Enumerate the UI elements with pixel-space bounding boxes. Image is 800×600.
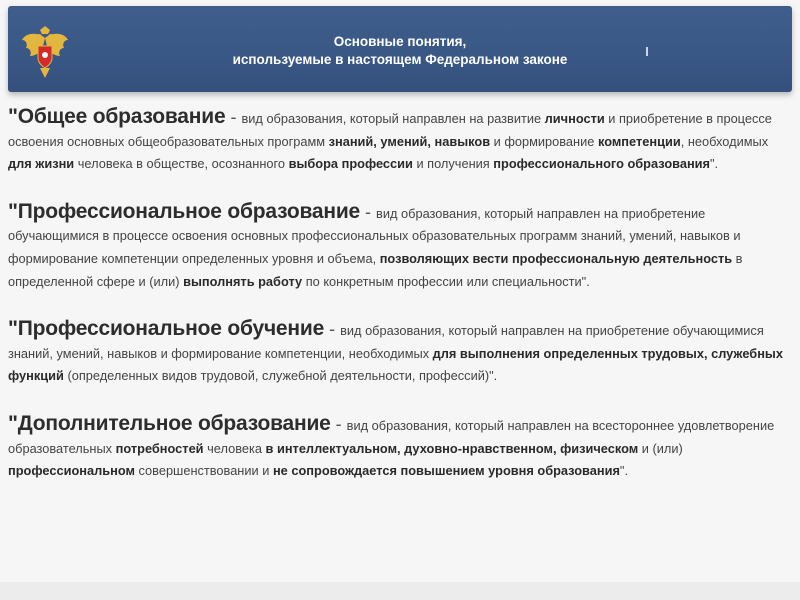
emphasized-text: в интеллектуальном, духовно-нравственном, физическом — [265, 440, 639, 456]
emphasized-text: позволяющих вести профессиональную деятельность — [379, 250, 733, 266]
definition-dash: - — [324, 319, 341, 340]
header-mark — [646, 47, 648, 56]
definition-text: (определенных видов трудовой, служебной деятельности, профессий)". — [63, 368, 498, 384]
emphasized-text: для выполнения определенных трудовых, служебных функций — [8, 345, 783, 384]
definition-text: , необходимых — [680, 133, 769, 149]
bottom-strip — [0, 582, 800, 600]
definition-text: ". — [710, 156, 719, 172]
emphasized-text: потребностей — [115, 440, 204, 456]
definition-text: и (или) — [638, 440, 683, 456]
emphasized-text: профессиональном — [8, 463, 135, 479]
definition-term: "Профессиональное образование — [8, 199, 361, 223]
definition-paragraph — [8, 201, 792, 293]
definition-dash: - — [330, 413, 347, 434]
russian-coat-of-arms-icon — [20, 26, 70, 78]
definition-dash: - — [360, 201, 377, 222]
definition-text: вид образования, который направлен на приобретение обучающимися знаний, умений, навыков и формирование компетенции, необходимых — [8, 323, 764, 361]
definition-text: по конкретным профессии или специальности". — [302, 273, 590, 289]
emphasized-text: знаний, умений, навыков — [328, 133, 491, 149]
definitions-list — [8, 106, 792, 483]
emphasized-text: выбора профессии — [288, 156, 413, 172]
definition-text: в определенной сфере и (или) — [8, 250, 743, 289]
definition-text: вид образования, который направлен на развитие — [241, 111, 545, 126]
definition-text: человека в обществе, осознанного — [74, 156, 289, 172]
definition-term: "Профессиональное обучение — [8, 317, 325, 341]
definition-text: вид образования, который направлен на всестороннее удовлетворение образовательных — [8, 417, 775, 456]
emphasized-text: для жизни — [8, 156, 75, 172]
definition-term: "Общее образование — [8, 105, 226, 128]
definition-text: ". — [619, 463, 629, 479]
definition-text: совершенствовании и — [134, 463, 273, 479]
definition-paragraph — [8, 318, 792, 388]
definition-text: вид образования, который направлен на приобретение обучающимися в процессе освоения основных профессиональных образовательных программ знаний, умений, навыков и формирование компетенции определенных уровня и объема, — [8, 205, 741, 266]
definition-paragraph — [8, 413, 792, 483]
page-title — [128, 33, 672, 69]
title-line-2: используемые в настоящем Федеральном законе — [232, 52, 568, 67]
emphasized-text: профессионального образования — [493, 156, 711, 172]
emphasized-text: компетенции — [597, 133, 681, 149]
definition-text: и получения — [412, 156, 494, 172]
definition-text: человека — [203, 440, 266, 456]
emphasized-text: выполнять работу — [183, 273, 303, 289]
definition-text: и формирование — [490, 133, 598, 149]
definition-text: и приобретение в процессе освоения основных общеобразовательных программ — [8, 111, 772, 149]
emphasized-text: личности — [544, 111, 605, 126]
title-line-1: Основные понятия, — [333, 34, 467, 49]
emphasized-text: не сопровождается повышением уровня образования — [272, 463, 620, 479]
definition-dash: - — [225, 107, 242, 127]
definition-paragraph — [8, 106, 792, 176]
definition-term: "Дополнительное образование — [8, 411, 331, 435]
slide-header — [8, 6, 792, 92]
